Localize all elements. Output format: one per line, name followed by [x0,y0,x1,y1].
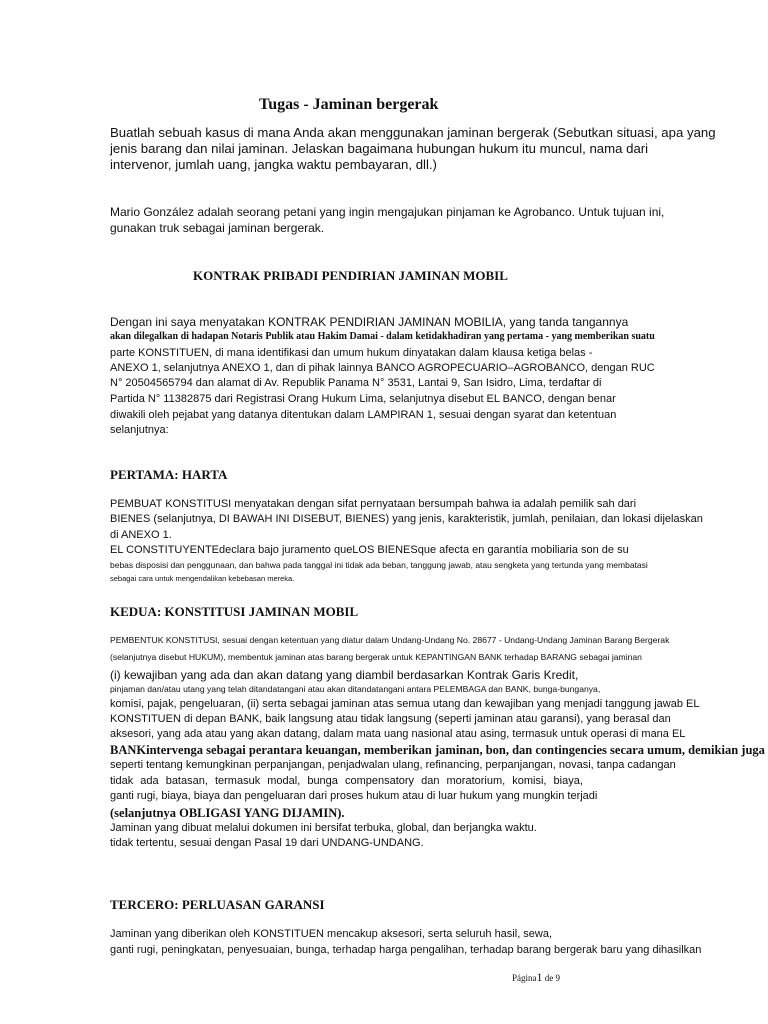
section2-line: komisi, pajak, pengeluaran, (ii) serta sebagai jaminan atas semua utang dan kewajiban yang menjadi tanggung jawab EL [110,698,700,710]
section2-line: (selanjutnya OBLIGASI YANG DIJAMIN). [110,806,345,820]
footer-prefix: Página [512,973,537,983]
section2-line: KONSTITUEN di depan BANK, baik langsung atau tidak langsung (seperti jaminan atau garansi), yang berasal dan [110,713,671,725]
section2-line: (i) kewajiban yang ada dan akan datang yang diambil berdasarkan Kontrak Garis Kredit, [110,668,579,682]
preamble-line: Dengan ini saya menyatakan KONTRAK PENDIRIAN JAMINAN MOBILIA, yang tanda tangannya [110,315,629,329]
footer-page-number: 1 [536,970,543,984]
preamble-line: ANEXO 1, selanjutnya ANEXO 1, dan di pihak lainnya BANCO AGROPECUARIO–AGROBANCO, dengan RUC [110,362,655,374]
section1-line: di ANEXO 1. [110,529,172,541]
page-footer [512,970,560,985]
section1-line: BIENES (selanjutnya, DI BAWAH INI DISEBUT, BIENES) yang jenis, karakteristik, jumlah, penilaian, dan lokasi dijelaskan [110,513,703,525]
section1-line: PEMBUAT KONSTITUSI menyatakan dengan sifat pernyataan bersumpah bahwa ia adalah pemilik sah dari [110,498,637,510]
section2-line: pinjaman dan/atau utang yang telah ditandatangani atau akan ditandatangani antara PELEMBAGA dan BANK, bunga-bunganya, [110,684,601,694]
section-heading: KEDUA: KONSTITUSI JAMINAN MOBIL [110,604,359,619]
section2-line: PEMBENTUK KONSTITUSI, sesuai dengan ketentuan yang diatur dalam Undang-Undang No. 28677 - Undang-Undang Jaminan Barang Bergerak [110,635,670,645]
section2-line: aksesori, yang ada atau yang akan datang, dalam mata uang nasional atau asing, termasuk untuk operasi di mana EL [110,728,686,740]
section2-line: tidak ada batasan, termasuk modal, bunga compensatory dan moratorium, komisi, biaya, [110,775,583,787]
section2-line: BANKintervenga sebagai perantara keuangan, memberikan jaminan, bon, dan contingencies secara umum, demikian juga [110,743,765,757]
contract-title: KONTRAK PRIBADI PENDIRIAN JAMINAN MOBIL [193,268,508,283]
section3-line: Jaminan yang diberikan oleh KONSTITUEN mencakup aksesori, serta seluruh hasil, sewa, [110,928,553,940]
section1-line: sebagai cara untuk mengendalikan kebebasan mereka. [110,574,295,583]
preamble-line: akan dilegalkan di hadapan Notaris Publik atau Hakim Damai - dalam ketidakhadiran yang pertama - yang memberikan suatu [110,331,655,342]
section-heading: TERCERO: PERLUASAN GARANSI [110,897,325,912]
section2-line: tidak tertentu, sesuai dengan Pasal 19 dari UNDANG-UNDANG. [110,837,424,849]
preamble-line: N° 20504565794 dan alamat di Av. Republik Panama N° 3531, Lantai 9, San Isidro, Lima, terdaftar di [110,377,602,389]
document-title: Tugas - Jaminan bergerak [259,96,439,113]
section2-line: (selanjutnya disebut HUKUM), membentuk jaminan atas barang bergerak untuk KEPANTINGAN BANK terhadap BARANG sebagai jaminan [110,652,642,662]
preamble-line: parte KONSTITUEN, di mana identifikasi dan umum hukum dinyatakan dalam klausa ketiga belas - [110,347,593,359]
section2-line: ganti rugi, biaya, biaya dan pengeluaran dari proses hukum atau di luar hukum yang mungkin terjadi [110,790,598,802]
preamble-line: selanjutnya: [110,424,169,436]
case-line: gunakan truk sebagai jaminan bergerak. [110,221,325,235]
section3-line: ganti rugi, peningkatan, penyesuaian, bunga, terhadap harga pengalihan, terhadap barang bergerak baru yang dihasilkan [110,944,702,956]
intro-line: jenis barang dan nilai jaminan. Jelaskan bagaimana hubungan hukum itu muncul, nama dari [110,141,649,156]
intro-line: intervenor, jumlah uang, jangka waktu pembayaran, dll.) [110,157,437,172]
intro-line: Buatlah sebuah kasus di mana Anda akan menggunakan jaminan bergerak (Sebutkan situasi, apa yang [110,125,716,140]
section1-line: bebas disposisi dan penggunaan, dan bahwa pada tanggal ini tidak ada beban, tanggung jawab, atau sengketa yang tertunda yang membatasi [110,560,648,570]
section2-line: Jaminan yang dibuat melalui dokumen ini bersifat terbuka, global, dan berjangka waktu. [110,822,537,834]
case-line: Mario González adalah seorang petani yang ingin mengajukan pinjaman ke Agrobanco. Untuk tujuan ini, [110,205,665,219]
footer-suffix: de 9 [544,973,560,983]
section1-line: EL CONSTITUYENTEdeclara bajo juramento queLOS BIENESque afecta en garantía mobiliaria son de su [110,544,629,556]
section2-line: seperti tentang kemungkinan perpanjangan, penjadwalan ulang, refinancing, perpanjangan, novasi, tanpa cadangan [110,759,676,771]
preamble-line: Partida N° 11382875 dari Registrasi Orang Hukum Lima, selanjutnya disebut EL BANCO, dengan benar [110,393,616,405]
section-heading: PERTAMA: HARTA [110,467,228,482]
preamble-line: diwakili oleh pejabat yang datanya ditentukan dalam LAMPIRAN 1, sesuai dengan syarat dan ketentuan [110,409,617,421]
